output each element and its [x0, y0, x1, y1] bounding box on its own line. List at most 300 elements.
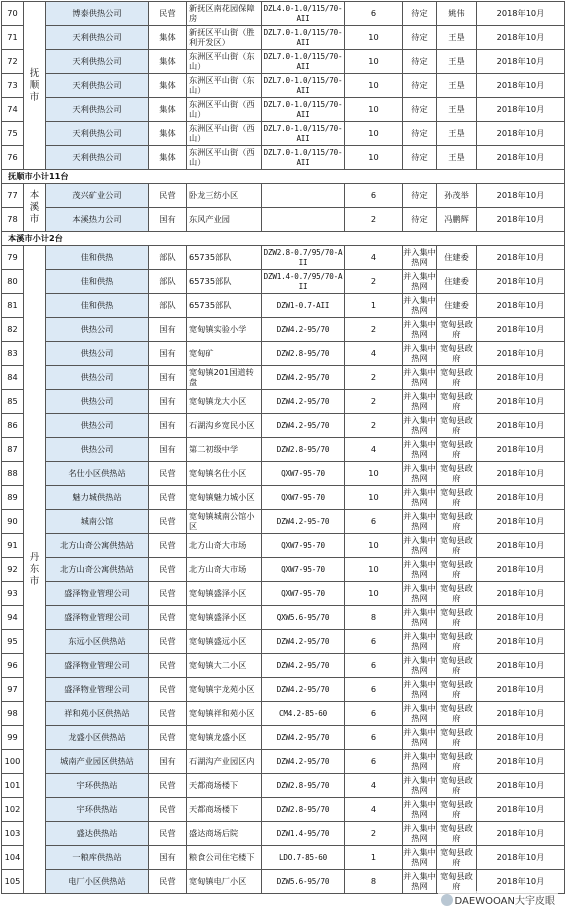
wechat-icon	[441, 894, 453, 906]
status-cell: 待定	[403, 146, 437, 170]
boiler-model-cell: DZW4.2-95/70	[262, 318, 345, 342]
status-cell: 并入集中热网	[403, 798, 437, 822]
location-cell: 新抚区平山街（胜利开发区）	[187, 26, 262, 50]
responsible-cell: 宽甸县政府	[437, 846, 477, 870]
company-cell: 供热公司	[46, 318, 149, 342]
boiler-model-cell: DZL7.0-1.0/115/70-AII	[262, 122, 345, 146]
responsible-cell: 宽甸县政府	[437, 438, 477, 462]
responsible-cell: 宽甸县政府	[437, 702, 477, 726]
company-cell: 宇环供热站	[46, 798, 149, 822]
boiler-model-cell: QXW7-95-70	[262, 534, 345, 558]
ownership-cell: 民营	[149, 486, 187, 510]
city-cell: 抚顺市	[24, 2, 46, 170]
boiler-model-cell: DZW1.4-95/70	[262, 822, 345, 846]
responsible-cell: 宽甸县政府	[437, 318, 477, 342]
row-number: 71	[2, 26, 24, 50]
boiler-table	[1, 1, 565, 894]
row-number: 93	[2, 582, 24, 606]
company-cell: 天利供热公司	[46, 146, 149, 170]
boiler-model-cell: DZW4.2-95-70	[262, 510, 345, 534]
deadline-cell: 2018年10月	[477, 146, 565, 170]
ownership-cell: 部队	[149, 294, 187, 318]
tonnage-cell: 4	[345, 246, 403, 270]
table-row	[2, 702, 565, 726]
responsible-cell: 宽甸县政府	[437, 678, 477, 702]
company-cell: 东远小区供热站	[46, 630, 149, 654]
responsible-cell: 宽甸县政府	[437, 582, 477, 606]
location-cell: 宽甸镇实验小学	[187, 318, 262, 342]
row-number: 88	[2, 462, 24, 486]
location-cell: 东洲区平山街（东山）	[187, 74, 262, 98]
responsible-cell: 宽甸县政府	[437, 798, 477, 822]
ownership-cell: 民营	[149, 630, 187, 654]
boiler-model-cell: DZW5.6-95/70	[262, 870, 345, 894]
row-number: 97	[2, 678, 24, 702]
location-cell: 宽甸镇盛泽小区	[187, 582, 262, 606]
ownership-cell: 民营	[149, 678, 187, 702]
row-number: 92	[2, 558, 24, 582]
company-cell: 天利供热公司	[46, 98, 149, 122]
status-cell: 待定	[403, 122, 437, 146]
location-cell: 宽甸镇祥和苑小区	[187, 702, 262, 726]
row-number: 104	[2, 846, 24, 870]
responsible-cell: 王垦	[437, 26, 477, 50]
status-cell: 并入集中热网	[403, 726, 437, 750]
status-cell: 并入集中热网	[403, 294, 437, 318]
ownership-cell: 国有	[149, 750, 187, 774]
tonnage-cell: 2	[345, 366, 403, 390]
tonnage-cell: 6	[345, 726, 403, 750]
deadline-cell: 2018年10月	[477, 462, 565, 486]
deadline-cell: 2018年10月	[477, 98, 565, 122]
responsible-cell: 王垦	[437, 50, 477, 74]
company-cell: 天利供热公司	[46, 122, 149, 146]
location-cell: 盛达商场后院	[187, 822, 262, 846]
table-row	[2, 366, 565, 390]
ownership-cell: 民营	[149, 654, 187, 678]
row-number: 79	[2, 246, 24, 270]
tonnage-cell: 6	[345, 654, 403, 678]
tonnage-cell: 10	[345, 462, 403, 486]
location-cell: 东风产业园	[187, 208, 262, 232]
deadline-cell: 2018年10月	[477, 122, 565, 146]
table-row	[2, 50, 565, 74]
boiler-model-cell: DZW1-0.7-AII	[262, 294, 345, 318]
table-row	[2, 726, 565, 750]
responsible-cell: 宽甸县政府	[437, 726, 477, 750]
deadline-cell: 2018年10月	[477, 2, 565, 26]
location-cell: 东洲区平山街（西山）	[187, 122, 262, 146]
company-cell: 魅力城供热站	[46, 486, 149, 510]
row-number: 70	[2, 2, 24, 26]
boiler-model-cell: QXW7-95-70	[262, 462, 345, 486]
ownership-cell: 民营	[149, 726, 187, 750]
ownership-cell: 国有	[149, 414, 187, 438]
row-number: 89	[2, 486, 24, 510]
status-cell: 并入集中热网	[403, 606, 437, 630]
ownership-cell: 民营	[149, 534, 187, 558]
tonnage-cell: 10	[345, 534, 403, 558]
row-number: 91	[2, 534, 24, 558]
ownership-cell: 民营	[149, 702, 187, 726]
deadline-cell: 2018年10月	[477, 774, 565, 798]
company-cell: 盛泽物业管理公司	[46, 606, 149, 630]
row-number: 102	[2, 798, 24, 822]
boiler-model-cell: DZW4.2-95/70	[262, 366, 345, 390]
tonnage-cell: 4	[345, 774, 403, 798]
row-number: 85	[2, 390, 24, 414]
company-cell: 龙盛小区供热站	[46, 726, 149, 750]
company-cell: 盛泽物业管理公司	[46, 582, 149, 606]
deadline-cell: 2018年10月	[477, 294, 565, 318]
status-cell: 并入集中热网	[403, 774, 437, 798]
location-cell: 65735部队	[187, 294, 262, 318]
deadline-cell: 2018年10月	[477, 558, 565, 582]
responsible-cell: 住建委	[437, 270, 477, 294]
boiler-model-cell: QXW7-95-70	[262, 558, 345, 582]
location-cell: 65735部队	[187, 246, 262, 270]
table-row	[2, 74, 565, 98]
deadline-cell: 2018年10月	[477, 846, 565, 870]
location-cell: 东洲区平山街（东山）	[187, 50, 262, 74]
deadline-cell: 2018年10月	[477, 606, 565, 630]
responsible-cell: 王垦	[437, 122, 477, 146]
row-number: 100	[2, 750, 24, 774]
ownership-cell: 国有	[149, 366, 187, 390]
company-cell: 北方山奇公寓供热站	[46, 558, 149, 582]
boiler-model-cell: DZL7.0-1.0/115/70-AII	[262, 50, 345, 74]
deadline-cell: 2018年10月	[477, 318, 565, 342]
table-row	[2, 270, 565, 294]
subtotal-label: 抚顺市小计11台	[2, 170, 565, 184]
ownership-cell: 集体	[149, 74, 187, 98]
table-row	[2, 146, 565, 170]
boiler-model-cell: DZW2.8-95/70	[262, 798, 345, 822]
deadline-cell: 2018年10月	[477, 798, 565, 822]
boiler-model-cell: DZW4.2-95/70	[262, 630, 345, 654]
status-cell: 并入集中热网	[403, 486, 437, 510]
company-cell: 供热公司	[46, 390, 149, 414]
tonnage-cell: 6	[345, 510, 403, 534]
responsible-cell: 宽甸县政府	[437, 654, 477, 678]
table-row	[2, 462, 565, 486]
deadline-cell: 2018年10月	[477, 582, 565, 606]
status-cell: 并入集中热网	[403, 870, 437, 894]
tonnage-cell: 10	[345, 486, 403, 510]
status-cell: 并入集中热网	[403, 414, 437, 438]
table-row	[2, 798, 565, 822]
location-cell: 宽甸镇盛泽小区	[187, 606, 262, 630]
deadline-cell: 2018年10月	[477, 270, 565, 294]
boiler-model-cell: DZW4.2-95/70	[262, 726, 345, 750]
ownership-cell: 民营	[149, 774, 187, 798]
location-cell: 宽甸镇宇龙苑小区	[187, 678, 262, 702]
company-cell: 电厂小区供热站	[46, 870, 149, 894]
company-cell: 供热公司	[46, 366, 149, 390]
responsible-cell: 宽甸县政府	[437, 606, 477, 630]
deadline-cell: 2018年10月	[477, 702, 565, 726]
location-cell: 北方山奇大市场	[187, 558, 262, 582]
tonnage-cell: 1	[345, 846, 403, 870]
company-cell: 博泰供热公司	[46, 2, 149, 26]
tonnage-cell: 4	[345, 342, 403, 366]
boiler-model-cell: DZL7.0-1.0/115/70-AII	[262, 98, 345, 122]
subtotal-label: 本溪市小计2台	[2, 232, 565, 246]
table-row	[2, 486, 565, 510]
ownership-cell: 集体	[149, 146, 187, 170]
status-cell: 并入集中热网	[403, 750, 437, 774]
row-number: 74	[2, 98, 24, 122]
company-cell: 天利供热公司	[46, 74, 149, 98]
ownership-cell: 民营	[149, 510, 187, 534]
location-cell: 宽甸镇电厂小区	[187, 870, 262, 894]
responsible-cell: 宽甸县政府	[437, 390, 477, 414]
table-row	[2, 294, 565, 318]
company-cell: 本溪热力公司	[46, 208, 149, 232]
table-row	[2, 510, 565, 534]
row-number: 84	[2, 366, 24, 390]
deadline-cell: 2018年10月	[477, 510, 565, 534]
row-number: 76	[2, 146, 24, 170]
location-cell: 宽甸镇城南公馆小区	[187, 510, 262, 534]
row-number: 77	[2, 184, 24, 208]
watermark-text: DAEWOOAN大宇皮眼	[454, 896, 555, 907]
status-cell: 并入集中热网	[403, 822, 437, 846]
location-cell: 石湖沟产业园区内	[187, 750, 262, 774]
ownership-cell: 集体	[149, 98, 187, 122]
boiler-model-cell: DZL7.0-1.0/115/70-AII	[262, 74, 345, 98]
ownership-cell: 国有	[149, 846, 187, 870]
boiler-model-cell: DZW4.2-95/70	[262, 750, 345, 774]
responsible-cell: 王垦	[437, 74, 477, 98]
boiler-model-cell: DZW2.8-95/70	[262, 774, 345, 798]
status-cell: 并入集中热网	[403, 558, 437, 582]
status-cell: 待定	[403, 50, 437, 74]
deadline-cell: 2018年10月	[477, 438, 565, 462]
subtotal-row	[2, 170, 565, 184]
company-cell: 供热公司	[46, 438, 149, 462]
table-row	[2, 870, 565, 894]
status-cell: 并入集中热网	[403, 510, 437, 534]
location-cell: 石湖沟乡宽民小区	[187, 414, 262, 438]
ownership-cell: 集体	[149, 26, 187, 50]
status-cell: 并入集中热网	[403, 702, 437, 726]
location-cell: 第二初级中学	[187, 438, 262, 462]
company-cell: 城南公馆	[46, 510, 149, 534]
ownership-cell: 部队	[149, 270, 187, 294]
tonnage-cell: 10	[345, 74, 403, 98]
location-cell: 65735部队	[187, 270, 262, 294]
responsible-cell: 住建委	[437, 294, 477, 318]
boiler-model-cell: LDO.7-85-60	[262, 846, 345, 870]
responsible-cell: 宽甸县政府	[437, 750, 477, 774]
tonnage-cell: 10	[345, 582, 403, 606]
row-number: 95	[2, 630, 24, 654]
responsible-cell: 姚伟	[437, 2, 477, 26]
location-cell: 东洲区平山街（西山）	[187, 98, 262, 122]
location-cell: 宽甸镇龙盛小区	[187, 726, 262, 750]
responsible-cell: 宽甸县政府	[437, 558, 477, 582]
responsible-cell: 宽甸县政府	[437, 534, 477, 558]
tonnage-cell: 2	[345, 318, 403, 342]
responsible-cell: 宽甸县政府	[437, 342, 477, 366]
row-number: 94	[2, 606, 24, 630]
responsible-cell: 宽甸县政府	[437, 462, 477, 486]
deadline-cell: 2018年10月	[477, 184, 565, 208]
row-number: 98	[2, 702, 24, 726]
status-cell: 并入集中热网	[403, 342, 437, 366]
boiler-model-cell: DZW4.2-95/70	[262, 390, 345, 414]
responsible-cell: 宽甸县政府	[437, 510, 477, 534]
row-number: 87	[2, 438, 24, 462]
ownership-cell: 民营	[149, 798, 187, 822]
responsible-cell: 王垦	[437, 98, 477, 122]
tonnage-cell: 10	[345, 558, 403, 582]
row-number: 82	[2, 318, 24, 342]
company-cell: 名仕小区供热站	[46, 462, 149, 486]
table-row	[2, 184, 565, 208]
tonnage-cell: 8	[345, 606, 403, 630]
location-cell: 北方山奇大市场	[187, 534, 262, 558]
company-cell: 一粮库供热站	[46, 846, 149, 870]
row-number: 83	[2, 342, 24, 366]
tonnage-cell: 4	[345, 798, 403, 822]
status-cell: 待定	[403, 98, 437, 122]
deadline-cell: 2018年10月	[477, 486, 565, 510]
table-row	[2, 750, 565, 774]
ownership-cell: 民营	[149, 184, 187, 208]
location-cell: 天都商场楼下	[187, 774, 262, 798]
tonnage-cell: 10	[345, 98, 403, 122]
boiler-model-cell: DZW2.8-95/70	[262, 438, 345, 462]
tonnage-cell: 1	[345, 294, 403, 318]
status-cell: 并入集中热网	[403, 534, 437, 558]
tonnage-cell: 4	[345, 438, 403, 462]
status-cell: 并入集中热网	[403, 462, 437, 486]
deadline-cell: 2018年10月	[477, 750, 565, 774]
status-cell: 待定	[403, 184, 437, 208]
deadline-cell: 2018年10月	[477, 414, 565, 438]
location-cell: 宽甸镇大二小区	[187, 654, 262, 678]
city-cell: 本溪市	[24, 184, 46, 232]
ownership-cell: 国有	[149, 342, 187, 366]
tonnage-cell: 6	[345, 678, 403, 702]
row-number: 96	[2, 654, 24, 678]
deadline-cell: 2018年10月	[477, 246, 565, 270]
table-row	[2, 558, 565, 582]
tonnage-cell: 6	[345, 702, 403, 726]
tonnage-cell: 6	[345, 184, 403, 208]
status-cell: 并入集中热网	[403, 678, 437, 702]
ownership-cell: 民营	[149, 558, 187, 582]
company-cell: 供热公司	[46, 414, 149, 438]
deadline-cell: 2018年10月	[477, 50, 565, 74]
boiler-model-cell: QXW5.6-95/70	[262, 606, 345, 630]
ownership-cell: 部队	[149, 246, 187, 270]
responsible-cell: 宽甸县政府	[437, 366, 477, 390]
location-cell: 卧龙三纺小区	[187, 184, 262, 208]
tonnage-cell: 10	[345, 26, 403, 50]
boiler-model-cell: DZL4.0-1.0/115/70-AII	[262, 2, 345, 26]
row-number: 99	[2, 726, 24, 750]
ownership-cell: 国有	[149, 318, 187, 342]
status-cell: 待定	[403, 208, 437, 232]
boiler-model-cell: DZL7.0-1.0/115/70-AII	[262, 146, 345, 170]
deadline-cell: 2018年10月	[477, 26, 565, 50]
table-row	[2, 122, 565, 146]
boiler-model-cell: DZW1.4-0.7/95/70-AII	[262, 270, 345, 294]
tonnage-cell: 10	[345, 146, 403, 170]
boiler-model-cell: DZW4.2-95/70	[262, 654, 345, 678]
ownership-cell: 民营	[149, 2, 187, 26]
ownership-cell: 集体	[149, 50, 187, 74]
boiler-model-cell	[262, 208, 345, 232]
tonnage-cell: 2	[345, 414, 403, 438]
table-row	[2, 318, 565, 342]
row-number: 78	[2, 208, 24, 232]
company-cell: 祥和苑小区供热站	[46, 702, 149, 726]
table-row	[2, 582, 565, 606]
responsible-cell: 王垦	[437, 146, 477, 170]
ownership-cell: 国有	[149, 438, 187, 462]
ownership-cell: 集体	[149, 122, 187, 146]
tonnage-cell: 6	[345, 2, 403, 26]
location-cell: 宽甸镇龙大小区	[187, 390, 262, 414]
row-number: 101	[2, 774, 24, 798]
deadline-cell: 2018年10月	[477, 208, 565, 232]
ownership-cell: 民营	[149, 870, 187, 894]
table-row	[2, 822, 565, 846]
deadline-cell: 2018年10月	[477, 534, 565, 558]
table-row	[2, 246, 565, 270]
status-cell: 并入集中热网	[403, 582, 437, 606]
status-cell: 并入集中热网	[403, 246, 437, 270]
company-cell: 盛泽物业管理公司	[46, 654, 149, 678]
deadline-cell: 2018年10月	[477, 390, 565, 414]
row-number: 81	[2, 294, 24, 318]
deadline-cell: 2018年10月	[477, 74, 565, 98]
location-cell: 宽甸镇名仕小区	[187, 462, 262, 486]
location-cell: 天都商场楼下	[187, 798, 262, 822]
boiler-model-cell: CM4.2-85-60	[262, 702, 345, 726]
table-row	[2, 208, 565, 232]
deadline-cell: 2018年10月	[477, 342, 565, 366]
company-cell: 城南产业园区供热站	[46, 750, 149, 774]
boiler-model-cell	[262, 184, 345, 208]
table-row	[2, 774, 565, 798]
location-cell: 宽甸矿	[187, 342, 262, 366]
city-cell: 丹东市	[24, 246, 46, 894]
tonnage-cell: 10	[345, 122, 403, 146]
table-row	[2, 98, 565, 122]
row-number: 72	[2, 50, 24, 74]
ownership-cell: 民营	[149, 582, 187, 606]
status-cell: 并入集中热网	[403, 390, 437, 414]
responsible-cell: 宽甸县政府	[437, 774, 477, 798]
tonnage-cell: 2	[345, 390, 403, 414]
watermark	[438, 891, 558, 908]
boiler-model-cell: DZW4.2-95/70	[262, 414, 345, 438]
responsible-cell: 宽甸县政府	[437, 822, 477, 846]
responsible-cell: 住建委	[437, 246, 477, 270]
table-row	[2, 26, 565, 50]
company-cell: 盛达供热站	[46, 822, 149, 846]
responsible-cell: 孙茂举	[437, 184, 477, 208]
deadline-cell: 2018年10月	[477, 630, 565, 654]
location-cell: 宽甸镇魅力城小区	[187, 486, 262, 510]
boiler-model-cell: DZW2.8-0.7/95/70-AII	[262, 246, 345, 270]
boiler-model-cell: DZL7.0-1.0/115/70-AII	[262, 26, 345, 50]
